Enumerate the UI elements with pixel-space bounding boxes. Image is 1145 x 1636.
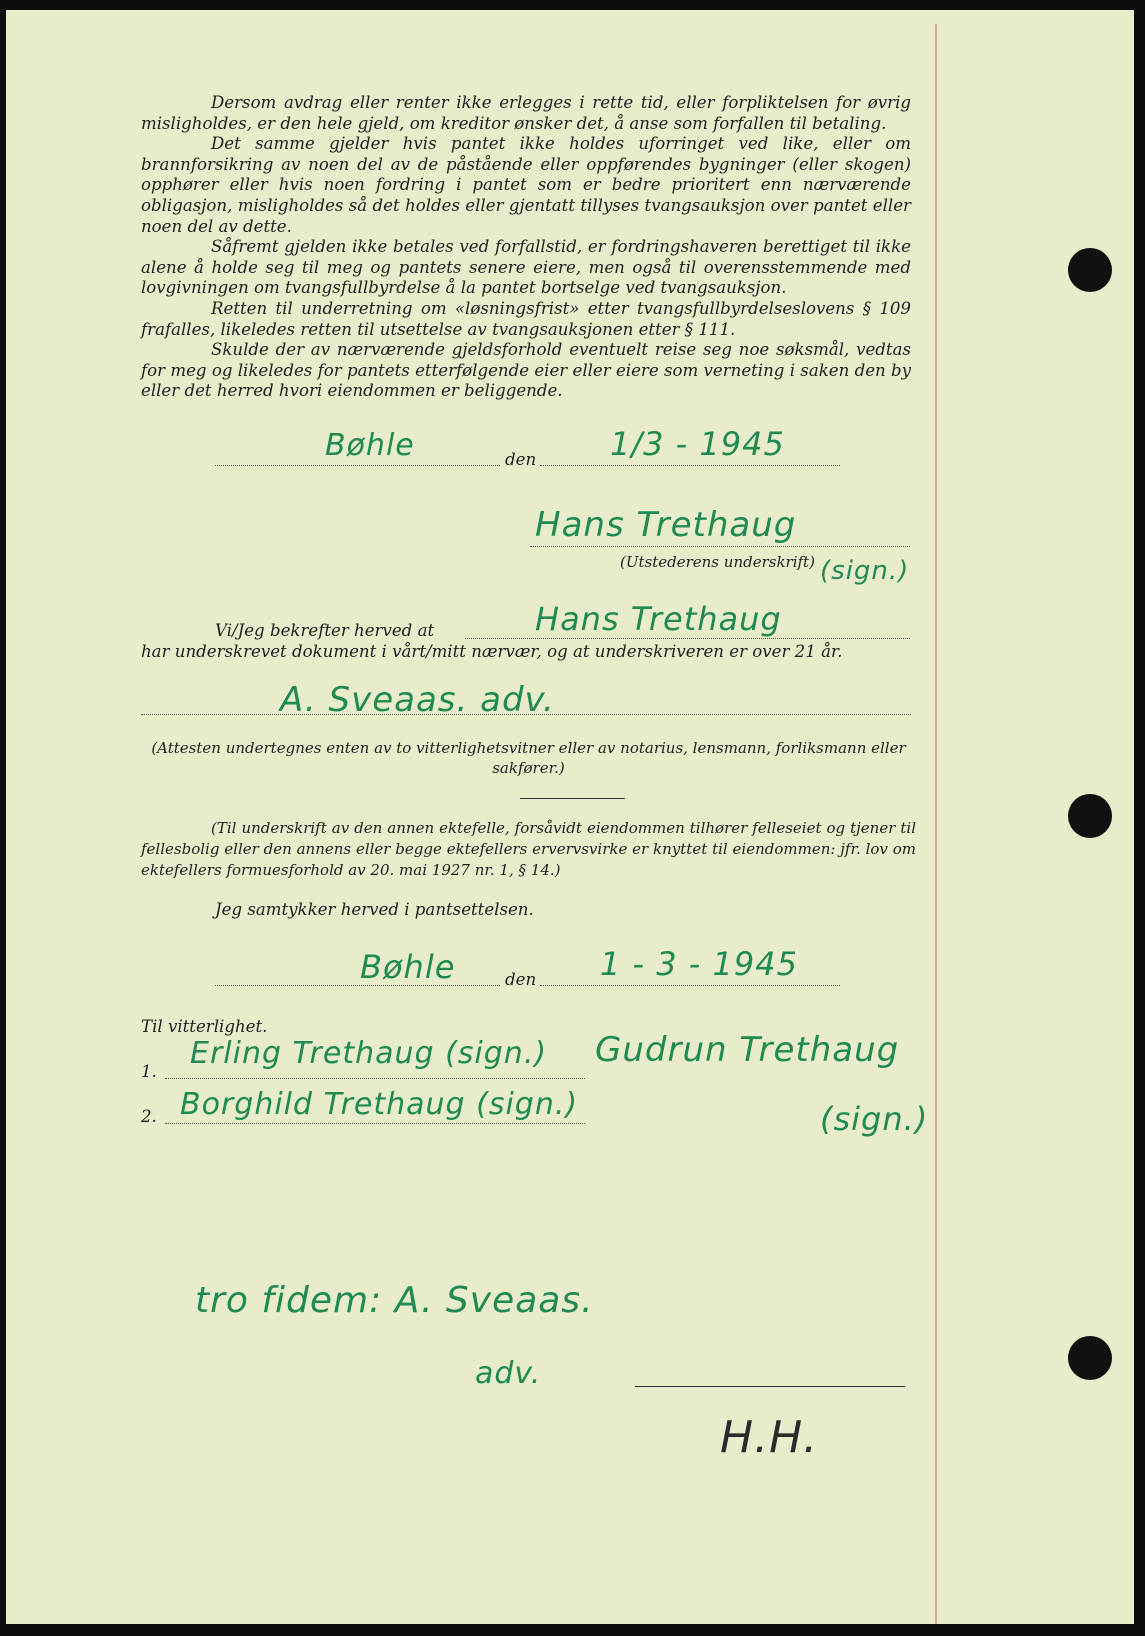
witness-number-2: 2.	[141, 1107, 157, 1126]
paragraph-default: Dersom avdrag eller renter ikke erlegges i rette tid, eller forpliktelsen for øvrig misligholdes, er den hele gjeld, om kreditor ønsker det, å anse som forfallen til betaling.	[141, 93, 911, 133]
confirm-line-1: Vi/Jeg bekrefter herved at	[215, 621, 435, 640]
place-handwritten-2: Bøhle	[360, 948, 456, 986]
initials-line	[635, 1386, 905, 1387]
witness-name-2: Borghild Trethaug (sign.)	[180, 1087, 579, 1122]
paragraph-collateral: Det samme gjelder hvis pantet ikke holdes uforringet ved like, eller om brannforsikring av noen del av de påstående eller oppførendes bygninger (eller skogen) opphører eller hvis noen fordring i pantet som er bedre prioritert enn nærværende obligasjon, misligholdes så det holdes eller gjentatt tillyses tvangsauksjon over pantet eller noen del av dette.	[141, 134, 911, 236]
issuer-caption: (Utstederens underskrift)	[620, 553, 815, 571]
den-label-2: den	[505, 970, 537, 989]
certification-note: tro fidem: A. Sveaas.	[195, 1280, 594, 1321]
place-line-2	[215, 985, 500, 986]
place-line-1	[215, 465, 500, 466]
witness-heading: Til vitterlighet.	[141, 1017, 268, 1036]
witness-number-1: 1.	[141, 1062, 157, 1081]
date-handwritten-1: 1/3 - 1945	[610, 425, 785, 463]
confirm-name-handwritten: Hans Trethaug	[535, 600, 782, 638]
margin-rule	[935, 24, 937, 1624]
witness-signature: A. Sveaas. adv.	[280, 680, 555, 720]
confirm-line-2: har underskrevet dokument i vårt/mitt nærvær, og at underskriveren er over 21 år.	[141, 642, 843, 661]
den-label-1: den	[505, 450, 537, 469]
witness-line-1	[165, 1078, 585, 1079]
confirm-name-line	[465, 638, 910, 639]
paragraph-enforcement: Såfremt gjelden ikke betales ved forfallstid, er fordringshaveren berettiget til ikke alene å holde seg til meg og pantets senere eiere, men også til overensstemmende med lovgivningen om tvangsfullbyrdelse å la pantet bortselge ved tvangsauksjon.	[141, 237, 911, 298]
date-line-2	[540, 985, 840, 986]
initials-handwritten: H.H.	[720, 1412, 819, 1463]
punch-hole-top	[1068, 248, 1112, 292]
issuer-signature-line	[530, 546, 910, 547]
spouse-signature: Gudrun Trethaug	[595, 1030, 900, 1070]
consent-text: Jeg samtykker herved i pantsettelsen.	[215, 900, 534, 919]
issuer-signature: Hans Trethaug	[535, 505, 797, 545]
paragraph-venue: Skulde der av nærværende gjeldsforhold eventuelt reise seg noe søksmål, vedtas for meg og likeledes for pantets etterfølgende eier eller eiere som verneting i saken den by eller det herred hvori eiendommen er beliggende.	[141, 340, 911, 401]
spouse-sign-note: (sign.)	[820, 1100, 929, 1138]
date-handwritten-2: 1 - 3 - 1945	[600, 945, 798, 983]
attest-note: (Attesten undertegnes enten av to vitterlighetsvitner eller av notarius, lensmann, forliksmann eller sakfører.)	[151, 739, 906, 777]
punch-hole-middle	[1068, 794, 1112, 838]
witness-name-1: Erling Trethaug (sign.)	[190, 1036, 548, 1071]
punch-hole-bottom	[1068, 1336, 1112, 1380]
date-line-1	[540, 465, 840, 466]
spouse-note: (Til underskrift av den annen ektefelle, forsåvidt eiendommen tilhører felleseiet og tjener til fellesbolig eller den annens eller begge ektefellers ervervsvirke er knyttet til eiendommen: jfr. lov om ektefellers formuesforhold av 20. mai 1927 nr. 1, § 14.)	[141, 819, 916, 879]
witness-line-2	[165, 1123, 585, 1124]
paragraph-redemption: Retten til underretning om «løsningsfrist» etter tvangsfullbyrdelseslovens § 109 frafalles, likeledes retten til utsettelse av tvangsauksjonen etter § 111.	[141, 298, 911, 339]
issuer-sign-note: (sign.)	[820, 556, 910, 586]
divider-line	[520, 798, 625, 799]
terms-text	[141, 93, 911, 402]
place-handwritten-1: Bøhle	[325, 428, 415, 463]
certification-note-title: adv.	[475, 1356, 542, 1391]
